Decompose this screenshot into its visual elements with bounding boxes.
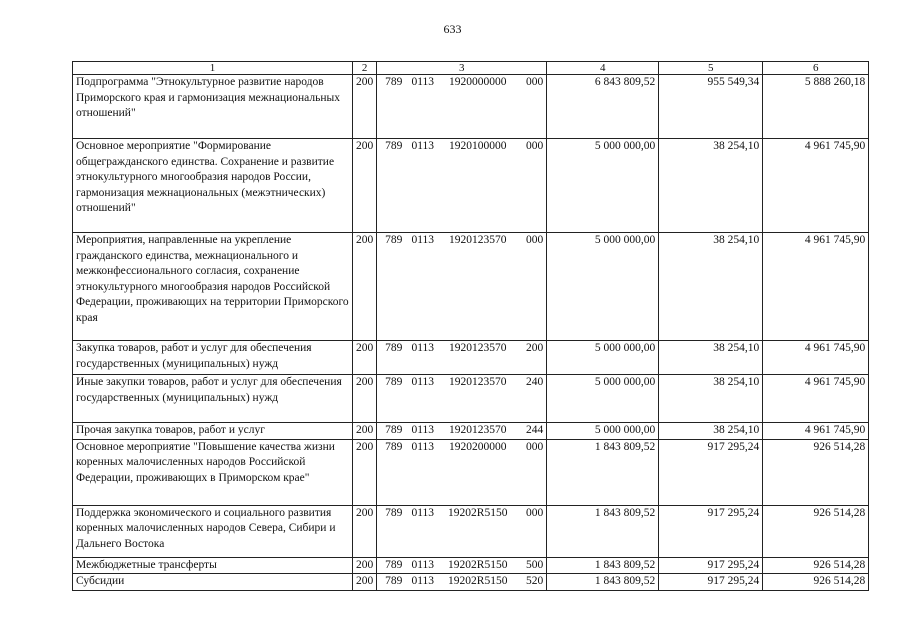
row-classification-code — [377, 139, 547, 233]
row-section-code: 0113 — [411, 376, 435, 388]
row-target-code: 1920200000 — [449, 440, 507, 453]
table-row — [73, 75, 869, 139]
table-row — [73, 375, 869, 423]
row-value-5: 38 254,10 — [659, 375, 763, 423]
row-target-code: 19202R5150 — [448, 575, 508, 588]
row-expense-type-code: 000 — [526, 140, 544, 152]
row-value-6: 4 961 745,90 — [763, 375, 869, 423]
row-name: Иные закупки товаров, работ и услуг для обеспечения государственных (муниципальных) нужд — [73, 375, 353, 423]
row-name: Подпрограмма "Этнокультурное развитие народов Приморского края и гармонизация межнациональных отношений" — [73, 75, 353, 139]
row-name: Субсидии — [73, 574, 353, 591]
row-col2: 200 — [353, 557, 377, 574]
column-number-row — [73, 62, 869, 75]
row-expense-type-code: 240 — [526, 376, 544, 388]
row-value-5: 917 295,24 — [659, 505, 763, 557]
row-grbs-code: 789 — [385, 424, 403, 436]
row-name: Межбюджетные трансферты — [73, 557, 353, 574]
column-header-6: 6 — [763, 62, 869, 75]
row-name: Поддержка экономического и социального развития коренных малочисленных народов Севера, Сибири и Дальнего Востока — [73, 505, 353, 557]
column-header-1: 1 — [73, 62, 353, 75]
row-classification-code — [377, 375, 547, 423]
row-section-code: 0113 — [411, 424, 435, 436]
table-row — [73, 233, 869, 341]
row-value-5: 917 295,24 — [659, 439, 763, 505]
row-name: Основное мероприятие "Повышение качества жизни коренных малочисленных народов Российской Федерации, проживающих в Приморском крае" — [73, 439, 353, 505]
row-value-5: 38 254,10 — [659, 341, 763, 375]
row-classification-code — [377, 423, 547, 440]
row-classification-code — [377, 439, 547, 505]
column-header-4: 4 — [547, 62, 659, 75]
row-value-4: 1 843 809,52 — [547, 574, 659, 591]
row-classification-code — [377, 505, 547, 557]
page-number: 633 — [443, 22, 462, 36]
row-value-4: 5 000 000,00 — [547, 341, 659, 375]
column-header-2: 2 — [353, 62, 377, 75]
row-target-code: 1920123570 — [449, 342, 507, 354]
row-target-code: 1920000000 — [449, 76, 507, 88]
row-value-4: 5 000 000,00 — [547, 233, 659, 341]
row-col2: 200 — [353, 574, 377, 591]
row-expense-type-code: 200 — [526, 342, 544, 354]
row-target-code: 1920100000 — [449, 140, 507, 152]
row-expense-type-code: 244 — [526, 424, 544, 436]
row-grbs-code: 789 — [385, 575, 403, 588]
row-value-5: 917 295,24 — [659, 557, 763, 574]
row-col2: 200 — [353, 375, 377, 423]
row-value-6: 4 961 745,90 — [763, 423, 869, 440]
table-row — [73, 505, 869, 557]
row-classification-code — [377, 341, 547, 375]
table-row — [73, 574, 869, 591]
row-name: Мероприятия, направленные на укрепление гражданского единства, межнационального и межконфессионального согласия, сохранение этнокультурного многообразия народов Российской Федерации, проживающих на территории Приморского края — [73, 233, 353, 341]
row-value-6: 4 961 745,90 — [763, 139, 869, 233]
budget-table — [72, 61, 869, 591]
row-grbs-code: 789 — [385, 558, 403, 571]
row-col2: 200 — [353, 423, 377, 440]
row-grbs-code: 789 — [385, 140, 403, 152]
row-value-6: 5 888 260,18 — [763, 75, 869, 139]
row-expense-type-code: 000 — [526, 506, 544, 519]
table-row — [73, 557, 869, 574]
table-row — [73, 139, 869, 233]
row-target-code: 19202R5150 — [448, 558, 508, 571]
row-name: Основное мероприятие "Формирование общегражданского единства. Сохранение и развитие этнокультурного многообразия народов России, гармонизация межнациональных (межэтнических) отношений" — [73, 139, 353, 233]
row-target-code: 1920123570 — [449, 376, 507, 388]
row-value-6: 926 514,28 — [763, 557, 869, 574]
row-expense-type-code: 500 — [526, 558, 544, 571]
row-section-code: 0113 — [411, 575, 435, 588]
row-classification-code — [377, 233, 547, 341]
row-name: Закупка товаров, работ и услуг для обеспечения государственных (муниципальных) нужд — [73, 341, 353, 375]
row-grbs-code: 789 — [385, 440, 403, 453]
row-value-6: 926 514,28 — [763, 574, 869, 591]
row-value-6: 4 961 745,90 — [763, 233, 869, 341]
row-col2: 200 — [353, 233, 377, 341]
row-value-6: 926 514,28 — [763, 439, 869, 505]
row-classification-code — [377, 574, 547, 591]
row-value-6: 4 961 745,90 — [763, 341, 869, 375]
row-value-5: 38 254,10 — [659, 139, 763, 233]
row-section-code: 0113 — [411, 506, 435, 519]
row-col2: 200 — [353, 341, 377, 375]
row-value-5: 917 295,24 — [659, 574, 763, 591]
row-section-code: 0113 — [411, 440, 435, 453]
row-col2: 200 — [353, 439, 377, 505]
row-section-code: 0113 — [411, 140, 435, 152]
table-body — [73, 62, 869, 591]
row-classification-code — [377, 557, 547, 574]
row-col2: 200 — [353, 75, 377, 139]
row-expense-type-code: 000 — [526, 76, 544, 88]
table-row — [73, 423, 869, 440]
row-value-4: 5 000 000,00 — [547, 375, 659, 423]
row-grbs-code: 789 — [385, 76, 403, 88]
row-value-4: 5 000 000,00 — [547, 139, 659, 233]
column-header-3: 3 — [377, 62, 547, 75]
row-value-5: 38 254,10 — [659, 423, 763, 440]
row-name: Прочая закупка товаров, работ и услуг — [73, 423, 353, 440]
row-value-4: 5 000 000,00 — [547, 423, 659, 440]
row-value-5: 38 254,10 — [659, 233, 763, 341]
row-target-code: 19202R5150 — [448, 506, 508, 519]
row-section-code: 0113 — [411, 234, 435, 246]
row-value-5: 955 549,34 — [659, 75, 763, 139]
row-col2: 200 — [353, 505, 377, 557]
row-grbs-code: 789 — [385, 342, 403, 354]
row-grbs-code: 789 — [385, 234, 403, 246]
row-expense-type-code: 520 — [526, 575, 544, 588]
row-value-4: 1 843 809,52 — [547, 505, 659, 557]
row-expense-type-code: 000 — [526, 440, 544, 453]
row-section-code: 0113 — [411, 558, 435, 571]
row-value-6: 926 514,28 — [763, 505, 869, 557]
row-grbs-code: 789 — [385, 376, 403, 388]
row-section-code: 0113 — [411, 76, 435, 88]
row-value-4: 1 843 809,52 — [547, 439, 659, 505]
table-row — [73, 341, 869, 375]
row-classification-code — [377, 75, 547, 139]
row-grbs-code: 789 — [385, 506, 403, 519]
column-header-5: 5 — [659, 62, 763, 75]
table-row — [73, 439, 869, 505]
row-expense-type-code: 000 — [526, 234, 544, 246]
row-col2: 200 — [353, 139, 377, 233]
row-value-4: 6 843 809,52 — [547, 75, 659, 139]
row-value-4: 1 843 809,52 — [547, 557, 659, 574]
row-target-code: 1920123570 — [449, 424, 507, 436]
row-target-code: 1920123570 — [449, 234, 507, 246]
row-section-code: 0113 — [411, 342, 435, 354]
